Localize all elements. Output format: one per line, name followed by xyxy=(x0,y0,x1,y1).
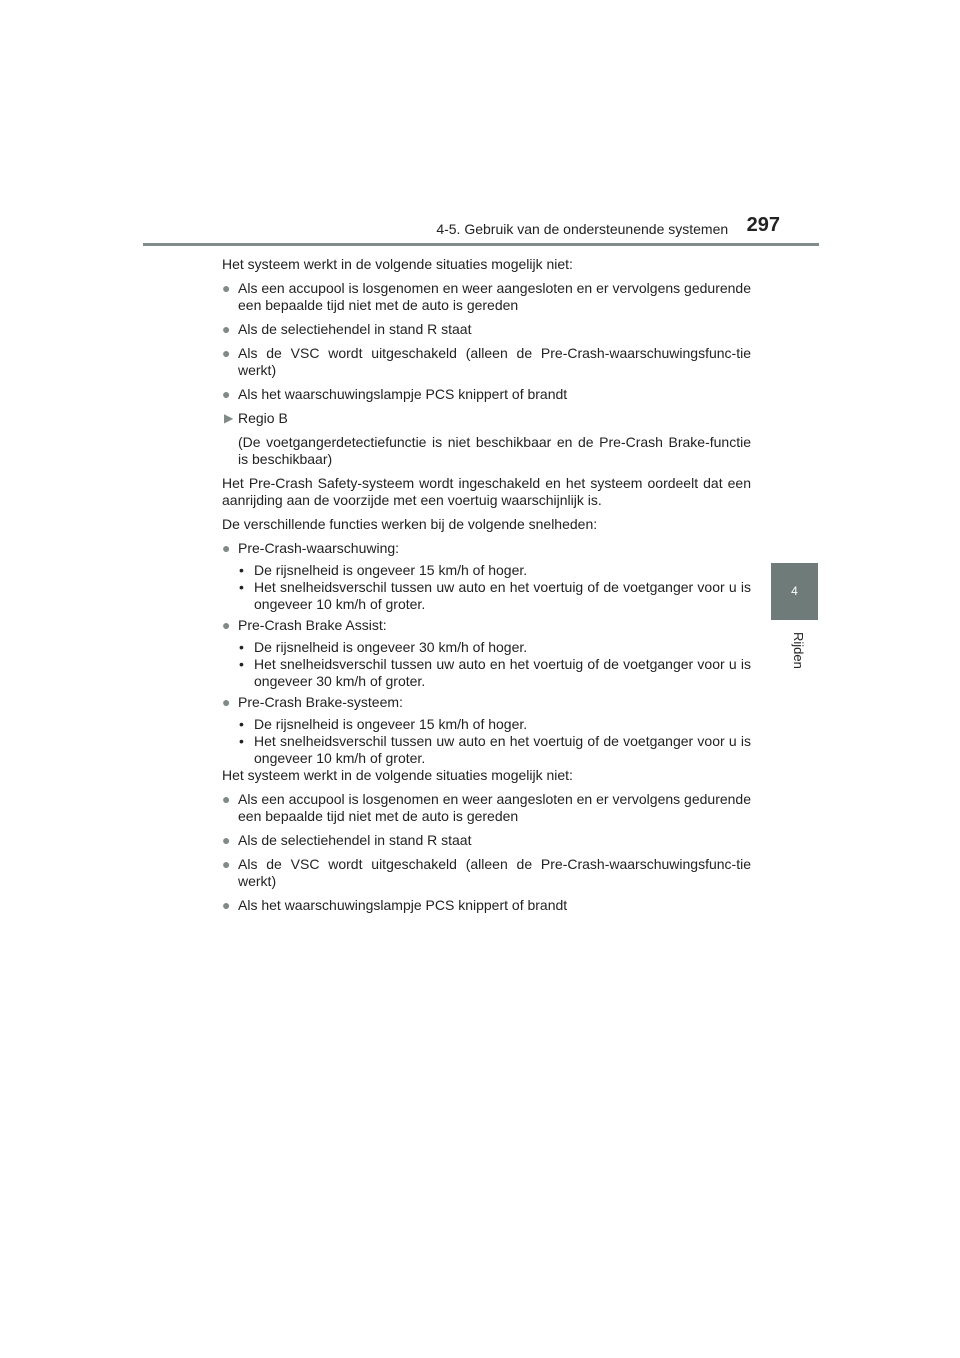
list-item: • Het snelheidsverschil tussen uw auto en het voertuig of de voetganger voor u is ongeveer 30 km/h of groter. xyxy=(239,656,751,689)
circle-bullet-icon: ● xyxy=(222,694,231,710)
chapter-number: 4 xyxy=(791,584,798,598)
function-title: ● Pre-Crash Brake-systeem: xyxy=(222,694,403,710)
circle-bullet-icon: ● xyxy=(222,791,231,807)
list-item: • De rijsnelheid is ongeveer 30 km/h of hoger. xyxy=(239,639,528,655)
list-item: • De rijsnelheid is ongeveer 15 km/h of hoger. xyxy=(239,562,528,578)
page-number: 297 xyxy=(746,214,780,236)
list-item: ● Als het waarschuwingslampje PCS knippert of brandt xyxy=(222,897,568,913)
main-content xyxy=(222,256,751,921)
list-item: ● Als een accupool is losgenomen en weer aangesloten en er vervolgens gedurende een bepaalde tijd niet met de auto is gereden xyxy=(222,280,751,313)
circle-bullet-icon: ● xyxy=(222,832,231,848)
intro-paragraph: Het systeem werkt in de volgende situaties mogelijk niet: xyxy=(222,767,573,783)
circle-bullet-icon: ● xyxy=(222,617,231,633)
circle-bullet-icon: ● xyxy=(222,280,231,296)
list-item: • De rijsnelheid is ongeveer 15 km/h of hoger. xyxy=(239,716,528,732)
list-item: ● Als een accupool is losgenomen en weer aangesloten en er vervolgens gedurende een bepaalde tijd niet met de auto is gereden xyxy=(222,791,751,824)
chapter-tab xyxy=(771,563,818,620)
activation-paragraph: Het Pre-Crash Safety-systeem wordt ingeschakeld en het systeem oordeelt dat een aanrijding aan de voorzijde met een voertuig waarschijnlijk is. xyxy=(222,475,751,508)
list-item: ● Als de selectiehendel in stand R staat xyxy=(222,321,472,337)
function-title: ● Pre-Crash-waarschuwing: xyxy=(222,540,400,556)
circle-bullet-icon: ● xyxy=(222,897,231,913)
list-item: ● Als het waarschuwingslampje PCS knippert of brandt xyxy=(222,386,568,402)
header-rule xyxy=(143,243,819,246)
intro-paragraph: Het systeem werkt in de volgende situaties mogelijk niet: xyxy=(222,256,573,272)
list-item: • Het snelheidsverschil tussen uw auto en het voertuig of de voetganger voor u is ongeveer 10 km/h of groter. xyxy=(239,733,751,766)
function-title: ● Pre-Crash Brake Assist: xyxy=(222,617,387,633)
function-conditions xyxy=(222,639,751,690)
triangle-right-icon: ▶ xyxy=(224,411,234,425)
speeds-paragraph: De verschillende functies werken bij de volgende snelheden: xyxy=(222,516,598,532)
region-heading: ▶ Regio B xyxy=(224,410,288,426)
circle-bullet-icon: ● xyxy=(222,386,231,402)
section-title: 4-5. Gebruik van de ondersteunende systemen xyxy=(436,221,729,237)
function-conditions xyxy=(222,562,751,613)
list-item: ● Als de selectiehendel in stand R staat xyxy=(222,832,472,848)
region-note: (De voetgangerdetectiefunctie is niet beschikbaar en de Pre-Crash Brake-functie is beschikbaar) xyxy=(238,434,751,467)
circle-bullet-icon: ● xyxy=(222,856,231,872)
list-item: ● Als de VSC wordt uitgeschakeld (alleen de Pre-Crash-waarschuwingsfunc-tie werkt) xyxy=(222,856,751,889)
chapter-label: Rijden xyxy=(791,632,806,669)
circle-bullet-icon: ● xyxy=(222,540,231,556)
list-item: • Het snelheidsverschil tussen uw auto en het voertuig of de voetganger voor u is ongeveer 10 km/h of groter. xyxy=(239,579,751,612)
circle-bullet-icon: ● xyxy=(222,321,231,337)
page-header xyxy=(400,214,780,240)
function-conditions xyxy=(222,716,751,767)
circle-bullet-icon: ● xyxy=(222,345,231,361)
list-item: ● Als de VSC wordt uitgeschakeld (alleen de Pre-Crash-waarschuwingsfunc-tie werkt) xyxy=(222,345,751,378)
